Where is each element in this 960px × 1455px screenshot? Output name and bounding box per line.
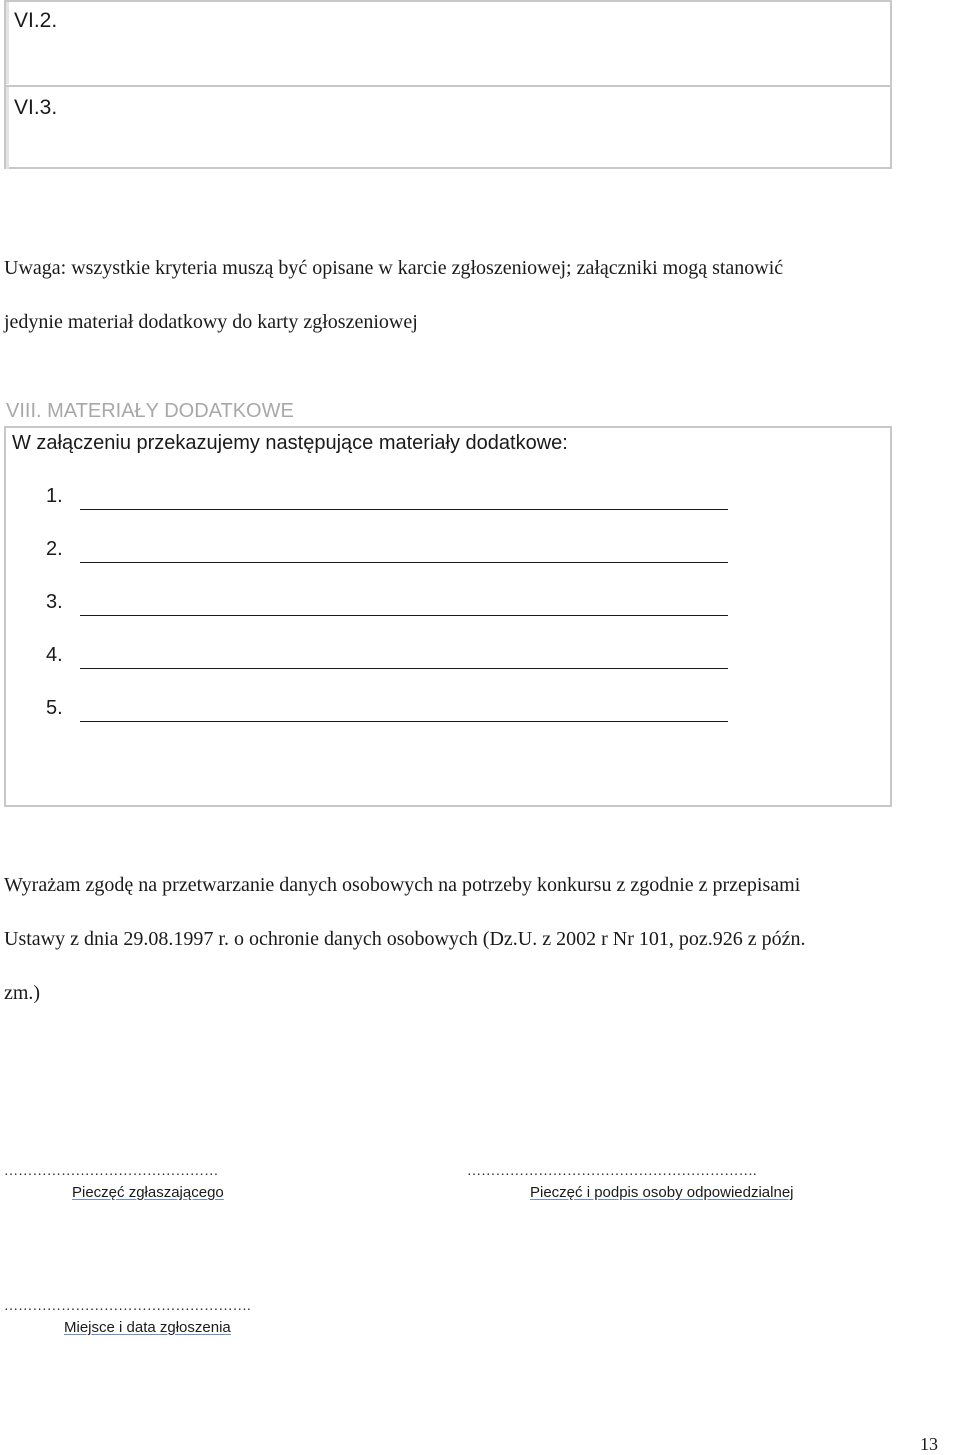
- material-item-3[interactable]: [46, 591, 746, 621]
- responsible-label: Pieczęć i podpis osoby odpowiedzialnej: [530, 1184, 794, 1201]
- row-edge: [6, 2, 9, 84]
- stamp-signature-line[interactable]: ………………………………………: [4, 1164, 219, 1179]
- row-label: VI.3.: [14, 96, 58, 119]
- material-item-1[interactable]: [46, 485, 746, 515]
- material-input-line[interactable]: [80, 668, 728, 669]
- material-number: 4.: [46, 644, 63, 666]
- material-number: 3.: [46, 591, 63, 613]
- material-item-4[interactable]: [46, 644, 746, 674]
- material-input-line[interactable]: [80, 615, 728, 616]
- page-number: 13: [920, 1434, 938, 1454]
- row-label: VI.2.: [14, 9, 58, 32]
- section-viii-title: VIII. MATERIAŁY DODATKOWE: [6, 400, 294, 422]
- place-date-line[interactable]: …………………………………………….: [4, 1299, 251, 1314]
- consent-line-1: Wyrażam zgodę na przetwarzanie danych osobowych na potrzeby konkursu z zgodnie z przepisami: [4, 874, 801, 896]
- row-edge: [6, 87, 9, 169]
- consent-line-2: Ustawy z dnia 29.08.1997 r. o ochronie danych osobowych (Dz.U. z 2002 r Nr 101, poz.926 z późn.: [4, 928, 806, 950]
- material-number: 1.: [46, 485, 63, 507]
- material-item-2[interactable]: [46, 538, 746, 568]
- note-line-1: Uwaga: wszystkie kryteria muszą być opisane w karcie zgłoszeniowej; załączniki mogą stanowić: [4, 257, 784, 279]
- material-input-line[interactable]: [80, 562, 728, 563]
- place-date-label: Miejsce i data zgłoszenia: [64, 1319, 231, 1336]
- material-item-5[interactable]: [46, 697, 746, 727]
- stamp-label: Pieczęć zgłaszającego: [72, 1184, 224, 1201]
- material-input-line[interactable]: [80, 721, 728, 722]
- material-number: 2.: [46, 538, 63, 560]
- section-viii-intro: W załączeniu przekazujemy następujące materiały dodatkowe:: [12, 432, 568, 454]
- note-line-2: jedynie materiał dodatkowy do karty zgłoszeniowej: [4, 311, 418, 333]
- responsible-signature-line[interactable]: …………………………………………………….: [467, 1164, 757, 1179]
- section-vi-row-2[interactable]: [6, 2, 890, 84]
- consent-line-3: zm.): [4, 982, 41, 1004]
- section-vi-box: [4, 0, 892, 169]
- material-input-line[interactable]: [80, 509, 728, 510]
- material-number: 5.: [46, 697, 63, 719]
- section-vi-row-3[interactable]: [6, 85, 890, 169]
